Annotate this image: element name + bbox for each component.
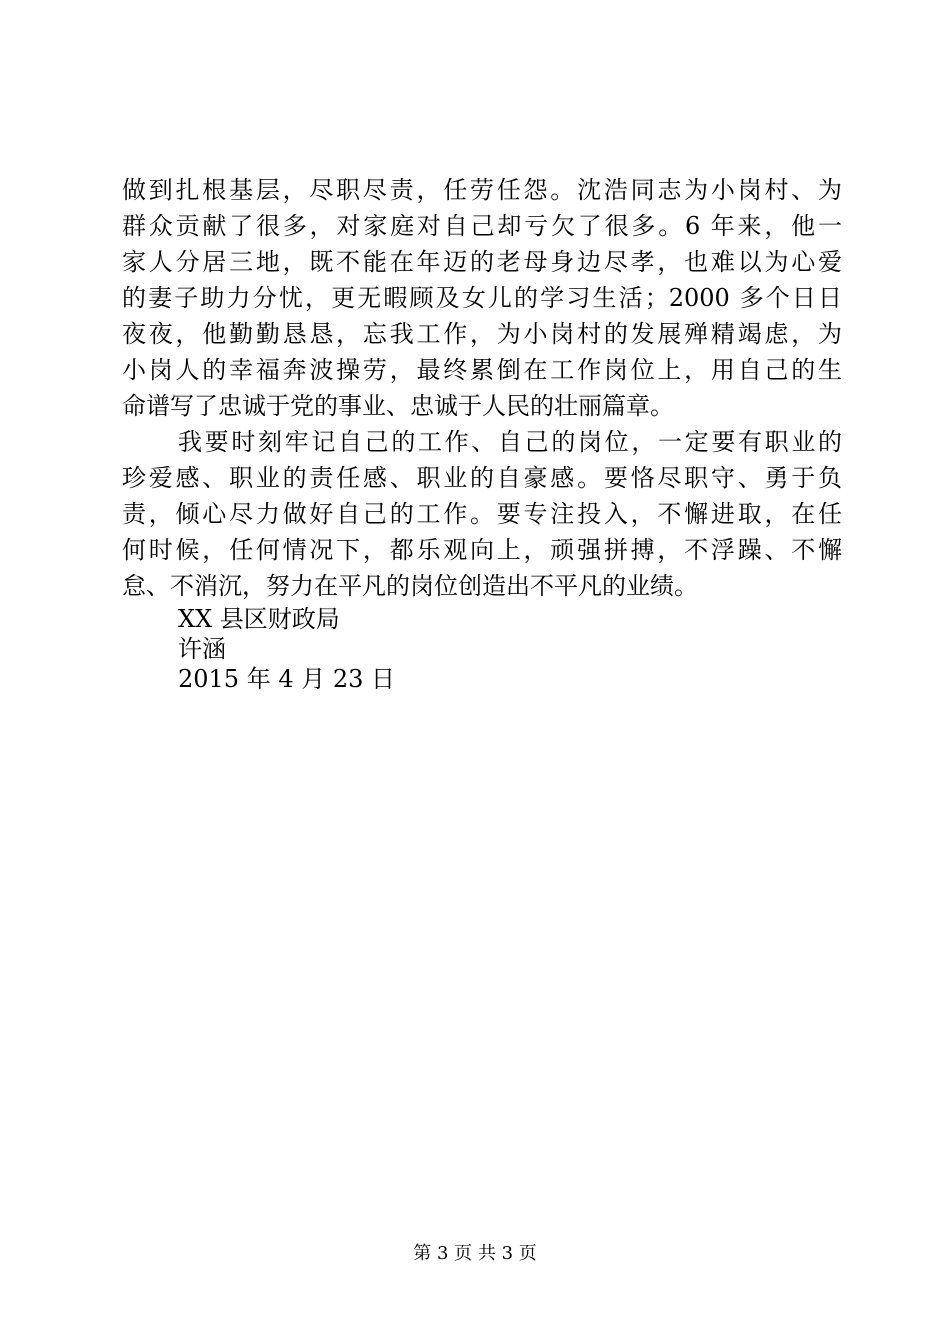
text-line: 命谱写了忠诚于党的事业、忠诚于人民的壮丽篇章。 (122, 392, 674, 420)
text-line: 责，倾心尽力做好自己的工作。要专注投入，不懈进取，在任 (122, 500, 842, 528)
paragraph-1 (122, 172, 842, 424)
text-line: 何时候，任何情况下，都乐观向上，顽强拼搏，不浮躁、不懈 (122, 536, 842, 564)
text-line: 小岗人的幸福奔波操劳，最终累倒在工作岗位上，用自己的生 (122, 356, 842, 384)
signature-organization: XX 县区财政局 (178, 605, 340, 633)
paragraph-2 (122, 424, 842, 604)
text-line: 怠、不消沉，努力在平凡的岗位创造出不平凡的业绩。 (122, 572, 698, 600)
text-line: 夜夜，他勤勤恳恳，忘我工作，为小岗村的发展殚精竭虑，为 (122, 320, 842, 348)
text-line: 群众贡献了很多，对家庭对自己却亏欠了很多。6 年来，他一 (122, 212, 842, 240)
document-body (122, 172, 842, 694)
text-line: 家人分居三地，既不能在年迈的老母身边尽孝，也难以为心爱 (122, 248, 842, 276)
signature-name: 许涵 (178, 635, 226, 663)
text-line: 做到扎根基层，尽职尽责，任劳任怨。沈浩同志为小岗村、为 (122, 176, 842, 204)
signature-date: 2015 年 4 月 23 日 (178, 665, 396, 693)
text-line: 的妻子助力分忧，更无暇顾及女儿的学习生活；2000 多个日日 (122, 284, 842, 312)
signature-block (122, 604, 842, 694)
text-line: 我要时刻牢记自己的工作、自己的岗位，一定要有职业的 (178, 428, 842, 456)
page-number-footer: 第 3 页 共 3 页 (413, 1243, 537, 1264)
text-line: 珍爱感、职业的责任感、职业的自豪感。要恪尽职守、勇于负 (122, 464, 842, 492)
